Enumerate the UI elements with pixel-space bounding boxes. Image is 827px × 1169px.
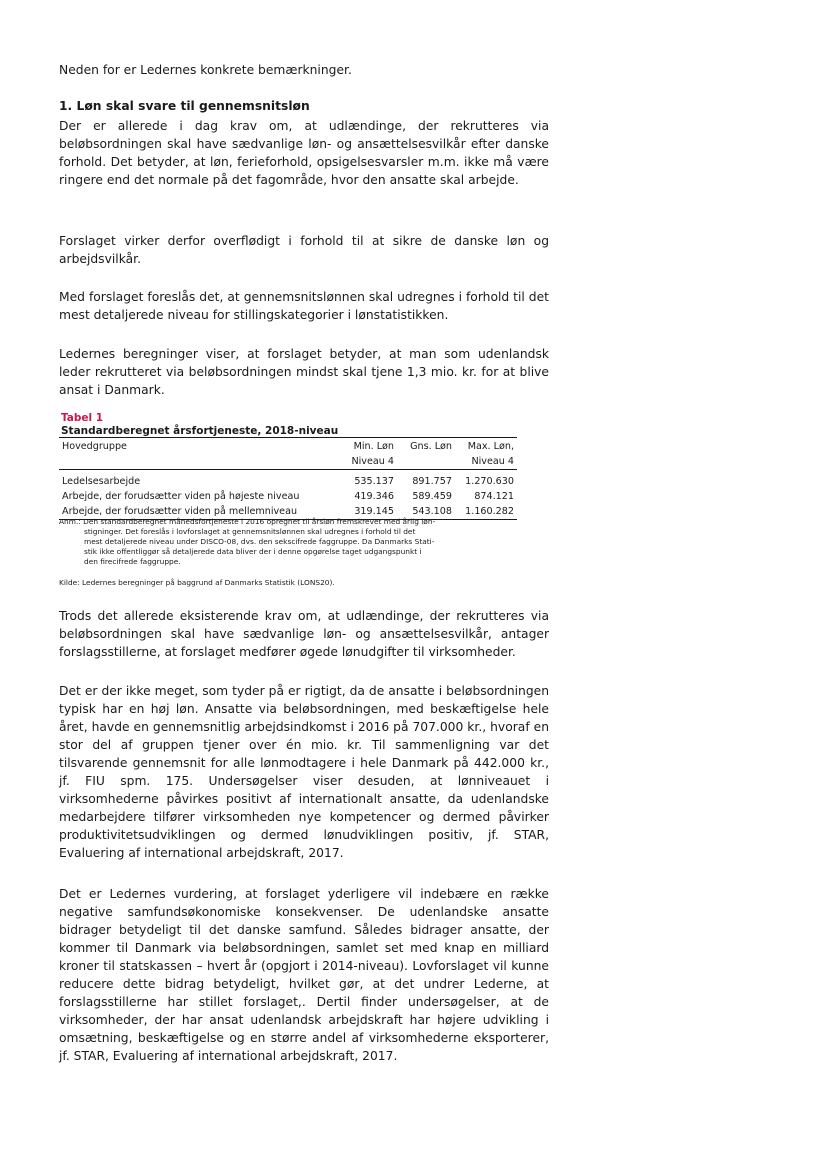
- header-avg: Gns. Løn: [410, 441, 452, 452]
- after-table-paragraph-1: [59, 607, 549, 661]
- table-header-row: [59, 439, 517, 470]
- header-max-line2: Niveau 4: [471, 456, 514, 467]
- after-table-paragraph-2: [59, 682, 549, 862]
- header-min: [335, 439, 397, 470]
- cell-min: 535.137: [354, 476, 394, 487]
- cell-min: 419.346: [354, 491, 394, 502]
- cell-group: Arbejde, der forudsætter viden på mellemniveau: [62, 506, 298, 517]
- after-table-paragraph-3: [59, 885, 549, 1065]
- cell-group: Ledelsesarbejde: [62, 476, 141, 487]
- cell-group: Arbejde, der forudsætter viden på højeste niveau: [62, 491, 300, 502]
- paragraph: Med forslaget foreslås det, at gennemsnitslønnen skal udregnes i forhold til det mest detaljerede niveau for stillingskategorier i lønstatistikken.: [59, 290, 549, 322]
- paragraph: Det er Ledernes vurdering, at forslaget yderligere vil indebære en række negative samfundsøkonomiske konsekvenser. De udenlandske ansatte bidrager betydeligt til det danske samfund. Således bidrager ansatte, der kommer til Danmark via beløbsordningen, samlet set med knap en milliard kroner til statskassen – hvert år (opgjort i 2014-niveau). Lovforslaget vil kunne reducere dette bidrag betydeligt, hvilket gør, at det undrer Lederne, at forslagsstillerne har stillet forslaget,. Dertil finder undersøgelser, at de virksomheder, der har ansat udenlandsk arbejdskraft har højere udvikling i omsætning, beskæftigelse og en større andel af virksomhederne eksporterer, jf. STAR, Evaluering af international arbejdskraft, 2017.: [59, 887, 549, 1063]
- table-title: Standardberegnet årsfortjeneste, 2018-niveau: [61, 425, 339, 437]
- table-note: [59, 517, 519, 567]
- table-row: [59, 470, 517, 490]
- section-paragraph-1: [59, 117, 549, 189]
- section-paragraph-4: [59, 345, 549, 399]
- salary-table: [59, 439, 517, 520]
- cell-max: 1.270.630: [465, 476, 514, 487]
- note-line: mest detaljerede niveau under DISCO-08, dvs. den sekscifrede faggruppe. Da Danmarks Stati-: [84, 537, 435, 546]
- paragraph: Der er allerede i dag krav om, at udlændinge, der rekrutteres via beløbsordningen skal have sædvanlige løn- og ansættelsesvilkår efter danske forhold. Det betyder, at løn, ferieforhold, opsigelsesvarsler m.m. ikke må være ringere end det normale på det fagområde, hvor den ansatte skal arbejde.: [59, 119, 549, 187]
- note-line: den firecifrede faggruppe.: [84, 557, 181, 566]
- paragraph: Det er der ikke meget, som tyder på er rigtigt, da de ansatte i beløbsordningen typisk har en høj løn. Ansatte via beløbsordningen, med beskæftigelse hele året, havde en gennemsnitlig arbejdsindkomst i 2016 på 707.000 kr., hvoraf en stor del af gruppen tjener over én mio. kr. Til sammenligning var det tilsvarende gennemsnit for alle lønmodtagere i hele Danmark på 442.000 kr., jf. FIU spm. 175. Undersøgelser viser desuden, at lønniveauet i virksomhederne påvirkes positivt af internationalt ansatte, da udenlandske medarbejdere tilfører virksomheden nye kompetencer og dermed påvirker produktivitetsudviklingen og dermed lønudviklingen positiv, jf. STAR, Evaluering af international arbejdskraft, 2017.: [59, 684, 549, 860]
- table-source: Kilde: Ledernes beregninger på baggrund af Danmarks Statistik (LONS20).: [59, 578, 335, 587]
- section-heading: 1. Løn skal svare til gennemsnitsløn: [59, 99, 310, 113]
- header-min-line1: Min. Løn: [353, 441, 394, 452]
- header-max-line1: Max. Løn,: [467, 441, 514, 452]
- table-row: [59, 489, 517, 504]
- cell-avg: 543.108: [412, 506, 452, 517]
- cell-avg: 589.459: [412, 491, 452, 502]
- header-min-line2: Niveau 4: [351, 456, 394, 467]
- section-paragraph-3: [59, 288, 549, 324]
- paragraph: Trods det allerede eksisterende krav om, at udlændinge, der rekrutteres via beløbsordningen skal have sædvanlige løn- og ansættelsesvilkår, antager forslagsstillerne, at forslaget medfører øgede lønudgifter til virksomheder.: [59, 609, 549, 659]
- cell-max: 874.121: [474, 491, 514, 502]
- section-paragraph-2: [59, 232, 549, 268]
- cell-min: 319.145: [354, 506, 394, 517]
- table-caption: Tabel 1: [61, 412, 104, 424]
- intro-text: Neden for er Ledernes konkrete bemærkninger.: [59, 63, 352, 77]
- note-line: stik ikke offentliggør så detaljerede data bliver der i denne opgørelse taget udgangspunkt i: [84, 547, 422, 556]
- paragraph: Forslaget virker derfor overflødigt i forhold til at sikre de danske løn og arbejdsvilkår.: [59, 234, 549, 266]
- cell-avg: 891.757: [412, 476, 452, 487]
- note-line: stigninger. Det foreslås i lovforslaget at gennemsnitslønnen skal udregnes i forhold til det: [84, 527, 416, 536]
- header-max: [455, 439, 517, 470]
- table-top-rule: [59, 437, 517, 438]
- header-group: Hovedgruppe: [62, 441, 127, 452]
- cell-max: 1.160.282: [465, 506, 514, 517]
- note-line: Anm.: Den standardberegnet månedsfortjeneste i 2016 opregnet til årsløn fremskrevet med årlig løn-: [59, 517, 436, 526]
- paragraph: Ledernes beregninger viser, at forslaget betyder, at man som udenlandsk leder rekrutteret via beløbsordningen mindst skal tjene 1,3 mio. kr. for at blive ansat i Danmark.: [59, 347, 549, 397]
